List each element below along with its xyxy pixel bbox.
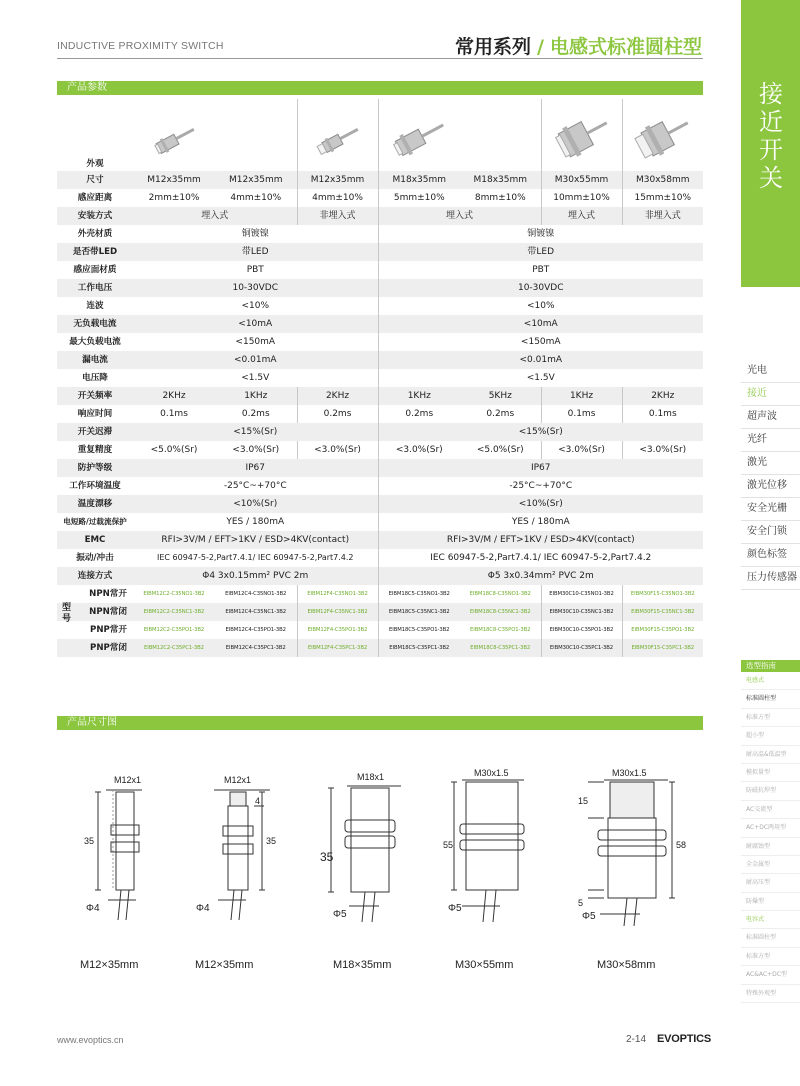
- spec-table: [57, 99, 703, 657]
- cell: PBT: [378, 261, 703, 279]
- model-cell: EIBM30F15-C35PC1-3B2: [622, 639, 703, 657]
- series-title: 常用系列: [455, 36, 532, 58]
- model-cell: EIBM12F4-C35NC1-3B2: [297, 603, 378, 621]
- cell: 0.1ms: [160, 409, 188, 419]
- model-cell: EIBM18C5-C35PO1-3B2: [378, 621, 460, 639]
- model-group-label: 型号: [61, 603, 71, 624]
- dimension-drawing-m18: [317, 760, 407, 935]
- cell: 铜镀镍: [241, 229, 269, 239]
- side-nav-item[interactable]: 安全门锁: [741, 521, 800, 544]
- side-nav-item-active[interactable]: 接近: [741, 383, 800, 406]
- page-number: 2-14: [626, 1034, 647, 1045]
- sensor-photo-m18-flush: [378, 99, 460, 171]
- selection-guide: [741, 660, 800, 1003]
- cell: PBT: [246, 265, 264, 275]
- cell: M30x58mm: [622, 171, 703, 189]
- cell: 0.1ms: [541, 405, 622, 423]
- row-label: EMC: [57, 531, 133, 549]
- row-label: 开关迟滞: [57, 423, 133, 441]
- cell: <3.0%(Sr): [541, 441, 622, 459]
- row-label: 振动/冲击: [76, 553, 114, 563]
- side-nav-item[interactable]: 颜色标签: [741, 544, 800, 567]
- cell: M12x35mm: [133, 171, 215, 189]
- side-nav-item[interactable]: 激光: [741, 452, 800, 475]
- cell: 0.2ms: [486, 409, 515, 419]
- guide-item[interactable]: 模拟量型: [741, 764, 800, 782]
- cell: 1KHz: [215, 387, 297, 405]
- guide-item[interactable]: 耐高温&低温型: [741, 746, 800, 764]
- subtitle: 电感式标准圆柱型: [549, 36, 702, 58]
- sensor-photo-m12-flush-b: [215, 99, 297, 171]
- row-label: 感应距离: [77, 193, 113, 203]
- cell: IP67: [378, 459, 703, 477]
- spec-row-frequency: [57, 387, 703, 405]
- dimension-drawing-m12-nonflush: [192, 760, 282, 935]
- model-cell: EIBM30F15-C35NO1-3B2: [622, 585, 703, 603]
- cell: 0.2ms: [241, 409, 270, 419]
- cell: IP67: [133, 459, 378, 477]
- guide-item[interactable]: 超小型: [741, 727, 800, 745]
- thread-label: M12x1: [114, 775, 142, 785]
- model-cell: EIBM12C4-C35PO1-3B2: [225, 627, 286, 633]
- length-label: 55: [443, 840, 454, 850]
- guide-item[interactable]: 防爆型: [741, 893, 800, 911]
- cell: 铜镀镍: [378, 225, 703, 243]
- cell: 1KHz: [378, 387, 460, 405]
- dimension-drawing-m30-55: [440, 760, 540, 935]
- spec-row-response: [57, 405, 703, 423]
- spec-row-shared2: [57, 495, 703, 513]
- cell: Φ5 3x0.34mm² PVC 2m: [378, 567, 703, 585]
- cell: <0.01mA: [133, 351, 378, 369]
- dimension-drawing-m30-58: [574, 760, 686, 935]
- section-header-dimensions: 产品尺寸图: [57, 716, 703, 730]
- guide-item[interactable]: 防磁抗焊型: [741, 782, 800, 800]
- guide-title: 选型指南: [741, 660, 800, 672]
- spec-row-shared: [57, 297, 703, 315]
- model-cell: EIBM12F4-C35PO1-3B2: [297, 621, 378, 639]
- cell: 10-30VDC: [133, 279, 378, 297]
- guide-item[interactable]: 标准方型: [741, 948, 800, 966]
- cell: <10%: [378, 297, 703, 315]
- model-row-npn-nc: [57, 603, 703, 621]
- row-label: 温度漂移: [57, 495, 133, 513]
- cell: IEC 60947-5-2,Part7.4.1/ IEC 60947-5-2,Part7.4.2: [378, 549, 703, 567]
- cell: IEC 60947-5-2,Part7.4.1/ IEC 60947-5-2,Part7.4.2: [156, 553, 354, 562]
- cell: 0.2ms: [297, 405, 378, 423]
- thread-label: M30x1.5: [474, 768, 509, 778]
- model-row-pnp-nc: [57, 639, 703, 657]
- cell: <3.0%(Sr): [297, 441, 378, 459]
- row-label: 连波: [86, 301, 104, 311]
- cell: 非埋入式: [622, 207, 703, 225]
- spec-row-repeat: [57, 441, 703, 459]
- guide-item[interactable]: 电感式: [741, 672, 800, 690]
- drawing-caption: M12×35mm: [195, 959, 254, 971]
- cell: <150mA: [235, 337, 276, 347]
- header-divider: [57, 58, 703, 59]
- side-nav-item[interactable]: 光纤: [741, 429, 800, 452]
- row-label: 是否带LED: [57, 243, 133, 261]
- row-label: 工作环境温度: [69, 481, 121, 491]
- guide-item[interactable]: 耐高压型: [741, 874, 800, 892]
- cell: YES / 180mA: [226, 517, 285, 527]
- spec-row-shared: [57, 261, 703, 279]
- face-length-label: 15: [578, 796, 589, 806]
- model-cell: EIBM18C5-C35NO1-3B2: [378, 585, 460, 603]
- model-cell: EIBM30C10-C35PO1-3B2: [541, 621, 622, 639]
- cable-diameter-label: Φ5: [582, 911, 596, 922]
- row-label: 重复精度: [77, 445, 113, 455]
- model-cell: EIBM18C8-C35NO1-3B2: [469, 591, 531, 597]
- spec-row-shared2: [57, 567, 703, 585]
- spec-row-shared: [57, 225, 703, 243]
- cell: M30x55mm: [541, 171, 622, 189]
- guide-item[interactable]: 标准方型: [741, 709, 800, 727]
- spec-row-shared: [57, 279, 703, 297]
- sensor-photo-m12-flush: [133, 99, 215, 171]
- drawing-caption: M30×58mm: [597, 959, 656, 971]
- cell: <10%(Sr): [378, 495, 703, 513]
- cell: <5.0%(Sr): [150, 445, 198, 455]
- cell: -25°C~+70°C: [223, 481, 287, 491]
- guide-item[interactable]: 耐腐蚀型: [741, 838, 800, 856]
- appearance-row: [57, 99, 703, 171]
- sensor-photo-m30-nonflush: [622, 99, 703, 171]
- spec-row-shared: [57, 333, 703, 351]
- sensor-photo-m18-flush-b: [460, 99, 541, 171]
- cell: <10mA: [133, 315, 378, 333]
- cell: 带LED: [378, 243, 703, 261]
- cell: 0.2ms: [378, 405, 460, 423]
- model-cell: EIBM18C8-C35NC1-3B2: [460, 603, 541, 621]
- row-label: 漏电流: [57, 351, 133, 369]
- model-cell: EIBM12F4-C35PC1-3B2: [297, 639, 378, 657]
- row-label: 外观: [86, 159, 104, 169]
- guide-item[interactable]: 电容式: [741, 911, 800, 929]
- cell: <3.0%(Sr): [378, 441, 460, 459]
- guide-item[interactable]: 标准圆柱型: [741, 929, 800, 947]
- cell: 8mm±10%: [474, 193, 526, 203]
- cell: <3.0%(Sr): [232, 445, 280, 455]
- spec-row-shared2: [57, 549, 703, 567]
- row-label: 开关频率: [57, 387, 133, 405]
- cell: 2KHz: [133, 387, 215, 405]
- side-tab-label: 接近开关: [759, 80, 783, 192]
- cell: <1.5V: [241, 373, 270, 383]
- model-row-npn-no: [57, 585, 703, 603]
- row-label: 防护等级: [57, 459, 133, 477]
- row-label: 工作电压: [57, 279, 133, 297]
- drawing-caption: M12×35mm: [80, 959, 139, 971]
- model-cell: EIBM30C10-C35NC1-3B2: [541, 603, 622, 621]
- spec-row-shared: [57, 315, 703, 333]
- cell: M18x35mm: [460, 171, 541, 189]
- model-type-label: NPN常开: [89, 589, 127, 599]
- cell: M18x35mm: [378, 171, 460, 189]
- drawing-caption: M18×35mm: [333, 959, 392, 971]
- row-label: 电压降: [82, 373, 108, 383]
- model-cell: EIBM18C5-C35PC1-3B2: [378, 639, 460, 657]
- thread-label: M18x1: [357, 772, 385, 782]
- model-cell: EIBM30F15-C35NC1-3B2: [622, 603, 703, 621]
- dimension-drawing-m12-flush: [78, 760, 158, 935]
- row-label: 最大负载电流: [69, 337, 121, 347]
- model-cell: EIBM12C2-C35NO1-3B2: [143, 591, 205, 597]
- cell: 4mm±10%: [297, 189, 378, 207]
- cell: <0.01mA: [378, 351, 703, 369]
- cell: 5mm±10%: [378, 189, 460, 207]
- row-label: 感应面材质: [73, 265, 117, 275]
- cable-diameter-label: Φ4: [196, 903, 210, 914]
- guide-item[interactable]: AC交流型: [741, 801, 800, 819]
- model-cell: EIBM12C4-C35PC1-3B2: [215, 639, 297, 657]
- footer-url[interactable]: www.evoptics.cn: [57, 1035, 124, 1045]
- cell: M12x35mm: [215, 171, 297, 189]
- model-cell: EIBM12C2-C35PC1-3B2: [133, 639, 215, 657]
- row-label: 无负载电流: [57, 315, 133, 333]
- cell: <5.0%(Sr): [476, 445, 524, 455]
- spec-row-shared2: [57, 513, 703, 531]
- spec-row-shared: [57, 369, 703, 387]
- sensor-photo-m30-flush: [541, 99, 622, 171]
- model-cell: EIBM12C2-C35NC1-3B2: [133, 603, 215, 621]
- row-label: 响应时间: [77, 409, 113, 419]
- length-label: 58: [676, 840, 687, 850]
- cell: 2KHz: [297, 387, 378, 405]
- cable-diameter-label: Φ4: [86, 903, 100, 914]
- model-type-label: PNP常开: [90, 625, 127, 635]
- cell: <150mA: [378, 333, 703, 351]
- cell: <10%: [241, 301, 270, 311]
- model-cell: EIBM12C4-C35NC1-3B2: [215, 603, 297, 621]
- cell: Φ4 3x0.15mm² PVC 2m: [133, 567, 378, 585]
- side-nav-item[interactable]: 压力传感器: [741, 567, 800, 590]
- length-label: 35: [84, 836, 95, 846]
- cell: 5KHz: [460, 387, 541, 405]
- title-slash: /: [537, 36, 544, 58]
- model-type-label: PNP常闭: [57, 639, 133, 657]
- side-category-tab[interactable]: [741, 0, 800, 287]
- spec-row-shared2: [57, 477, 703, 495]
- cell: 埋入式: [133, 207, 297, 225]
- cell: 非埋入式: [297, 207, 378, 225]
- side-nav-item[interactable]: 超声波: [741, 406, 800, 429]
- model-row-pnp-no: [57, 621, 703, 639]
- header-english: INDUCTIVE PROXIMITY SWITCH: [57, 40, 224, 52]
- drawing-caption: M30×55mm: [455, 959, 514, 971]
- cable-diameter-label: Φ5: [333, 909, 347, 920]
- cell: <1.5V: [378, 369, 703, 387]
- cell: RFI>3V/M / EFT>1KV / ESD>4KV(contact): [133, 531, 378, 549]
- row-label: 安装方式: [57, 207, 133, 225]
- model-cell: EIBM18C8-C35PC1-3B2: [460, 639, 541, 657]
- cable-diameter-label: Φ5: [448, 903, 462, 914]
- row-label: 连接方式: [57, 567, 133, 585]
- length-label: 35: [320, 850, 334, 864]
- cell: 15mm±10%: [622, 189, 703, 207]
- spec-row-shared2: [57, 459, 703, 477]
- row-label: 尺寸: [57, 171, 133, 189]
- guide-item[interactable]: AC+DC两用型: [741, 819, 800, 837]
- length-label: 35: [266, 836, 277, 846]
- model-cell: EIBM18C5-C35NC1-3B2: [378, 603, 460, 621]
- cell: <15%(Sr): [133, 423, 378, 441]
- page-title: [455, 32, 702, 59]
- model-cell: EIBM18C8-C35PO1-3B2: [470, 627, 531, 633]
- cell: 带LED: [133, 243, 378, 261]
- cell: 埋入式: [378, 207, 541, 225]
- model-cell: EIBM30F15-C35PO1-3B2: [622, 621, 703, 639]
- spec-row-hysteresis: [57, 423, 703, 441]
- cell: <15%(Sr): [378, 423, 703, 441]
- row-label: 电短路/过载流保护: [63, 517, 127, 526]
- row-label: 外壳材质: [77, 229, 113, 239]
- spec-row-shared: [57, 243, 703, 261]
- side-nav-item[interactable]: 激光位移: [741, 475, 800, 498]
- cell: 0.1ms: [622, 405, 703, 423]
- cell: 2KHz: [622, 387, 703, 405]
- spec-row-distance: [57, 189, 703, 207]
- model-cell: EIBM30C10-C35NO1-3B2: [541, 585, 622, 603]
- side-nav: [741, 360, 800, 590]
- cell: 2mm±10%: [148, 193, 200, 203]
- spec-row-size: [57, 171, 703, 189]
- nut-length-label: 5: [578, 898, 584, 908]
- thread-label: M30x1.5: [612, 768, 647, 778]
- cell: 10mm±10%: [541, 189, 622, 207]
- brand-logo: EVOPTICS: [657, 1033, 712, 1045]
- cell: 4mm±10%: [230, 193, 282, 203]
- cell: 埋入式: [541, 207, 622, 225]
- cell: M12x35mm: [297, 171, 378, 189]
- cell: RFI>3V/M / EFT>1KV / ESD>4KV(contact): [378, 531, 703, 549]
- spec-row-mount: [57, 207, 703, 225]
- cell: -25°C~+70°C: [378, 477, 703, 495]
- side-nav-item[interactable]: 光电: [741, 360, 800, 383]
- model-cell: EIBM12C4-C35NO1-3B2: [225, 591, 287, 597]
- spec-row-shared2: [57, 531, 703, 549]
- sensing-face-label: 4: [255, 796, 261, 806]
- model-type-label: NPN常闭: [57, 603, 133, 621]
- guide-item[interactable]: AC&AC+DC型: [741, 966, 800, 984]
- model-cell: EIBM12C2-C35PO1-3B2: [143, 627, 205, 633]
- cell: YES / 180mA: [378, 513, 703, 531]
- cell: 10-30VDC: [378, 279, 703, 297]
- spec-row-shared: [57, 351, 703, 369]
- cell: <3.0%(Sr): [622, 441, 703, 459]
- sensor-photo-m12-nonflush: [297, 99, 378, 171]
- cell: 1KHz: [541, 387, 622, 405]
- guide-item[interactable]: 全金属型: [741, 856, 800, 874]
- model-cell: EIBM30C10-C35PC1-3B2: [541, 639, 622, 657]
- cell: <10%(Sr): [133, 495, 378, 513]
- model-cell: EIBM12F4-C35NO1-3B2: [297, 585, 378, 603]
- thread-label: M12x1: [224, 775, 252, 785]
- cell: <10mA: [378, 315, 703, 333]
- section-header-params: 产品参数: [57, 81, 703, 95]
- side-nav-item[interactable]: 安全光栅: [741, 498, 800, 521]
- guide-item[interactable]: 特殊外观型: [741, 985, 800, 1003]
- guide-item-active[interactable]: 标准圆柱型: [741, 690, 800, 708]
